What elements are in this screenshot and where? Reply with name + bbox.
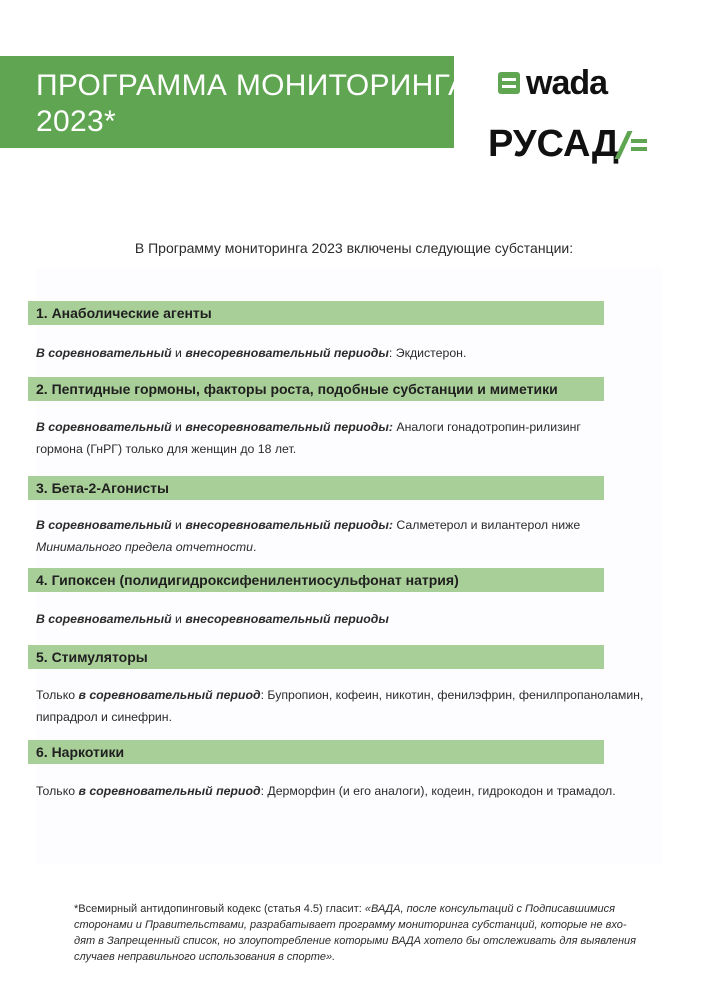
wada-mark-icon — [498, 72, 520, 94]
text-and: и — [171, 420, 186, 434]
text-substances: : Экдистерон. — [388, 346, 467, 360]
section-body-narcotics — [36, 780, 676, 802]
section-header-beta2: 3. Бета-2-Агонисты — [28, 476, 604, 500]
section-header-peptides: 2. Пептидные гормоны, факторы роста, подобные субстанции и миметики — [28, 377, 604, 401]
text-and: и — [171, 346, 186, 360]
text-in-competition: В соревновательный — [36, 612, 172, 626]
text-substances: Салметерол и вилантерол ниже — [393, 518, 581, 532]
text-period: . — [252, 540, 257, 554]
footnote-quote-line3: дят в Запрещенный список, но злоупотребление которыми ВАДА хотело бы отслеживать для выявления — [74, 935, 636, 947]
text-in-competition: В соревновательный — [36, 518, 172, 532]
text-reporting-limit: Минимального предела отчетности — [36, 540, 253, 554]
rusada-mark-icon — [619, 131, 649, 157]
text-and: и — [171, 612, 186, 626]
footnote — [74, 901, 674, 965]
text-in-competition: В соревновательный — [36, 346, 172, 360]
footnote-quote-line4: случаев неправильного использования в спорте». — [74, 951, 336, 963]
text-substances-line2: гормона (ГнРГ) только для женщин до 18 лет. — [36, 442, 297, 456]
text-out-competition: внесоревновательный периоды — [185, 612, 389, 626]
section-body-beta2 — [36, 514, 676, 558]
section-body-peptides — [36, 416, 676, 460]
wada-logo-text: wada — [526, 64, 608, 102]
title-band — [0, 56, 469, 148]
section-body-stimulants — [36, 684, 676, 728]
text-substances-line2: пипрадрол и синефрин. — [36, 710, 173, 724]
page-title-line1: ПРОГРАММА МОНИТОРИНГА — [36, 69, 469, 102]
section-body-anabolic — [36, 342, 676, 364]
text-in-competition-period: в соревновательный период — [78, 784, 261, 798]
section-body-hypoxen — [36, 608, 676, 630]
footnote-quote-line2: сторонами и Правительствами, разрабатывает программу мониторинга субстанций, которые не вхо- — [74, 919, 627, 931]
page-title-line2: 2023* — [36, 105, 116, 138]
text-substances: : Дерморфин (и его аналоги), кодеин, гидрокодон и трамадол. — [260, 784, 616, 798]
text-only: Только — [36, 784, 79, 798]
text-substances: : Бупропион, кофеин, никотин, фенилэфрин, фенилпропаноламин, — [260, 688, 644, 702]
footnote-quote-line1: «ВАДА, после консультаций с Подписавшимися — [364, 903, 616, 915]
text-and: и — [171, 518, 186, 532]
intro-text: В Программу мониторинга 2023 включены следующие субстанции: — [134, 240, 574, 256]
section-header-narcotics: 6. Наркотики — [28, 740, 604, 764]
rusada-logo-text: РУСАД — [488, 123, 619, 165]
text-out-competition: внесоревновательный периоды: — [185, 518, 393, 532]
section-header-hypoxen: 4. Гипоксен (полидигидроксифенилентиосульфонат натрия) — [28, 568, 604, 592]
text-substances: Аналоги гонадотропин-рилизинг — [393, 420, 581, 434]
wada-logo — [498, 66, 607, 100]
footnote-lead: *Всемирный антидопинговый кодекс (статья 4.5) гласит: — [74, 903, 365, 915]
section-header-anabolic: 1. Анаболические агенты — [28, 301, 604, 325]
text-in-competition-period: в соревновательный период — [78, 688, 261, 702]
text-in-competition: В соревновательный — [36, 420, 172, 434]
text-out-competition: внесоревновательный периоды — [185, 346, 389, 360]
rusada-logo — [488, 124, 649, 164]
text-out-competition: внесоревновательный периоды: — [185, 420, 393, 434]
text-only: Только — [36, 688, 79, 702]
section-header-stimulants: 5. Стимуляторы — [28, 645, 604, 669]
